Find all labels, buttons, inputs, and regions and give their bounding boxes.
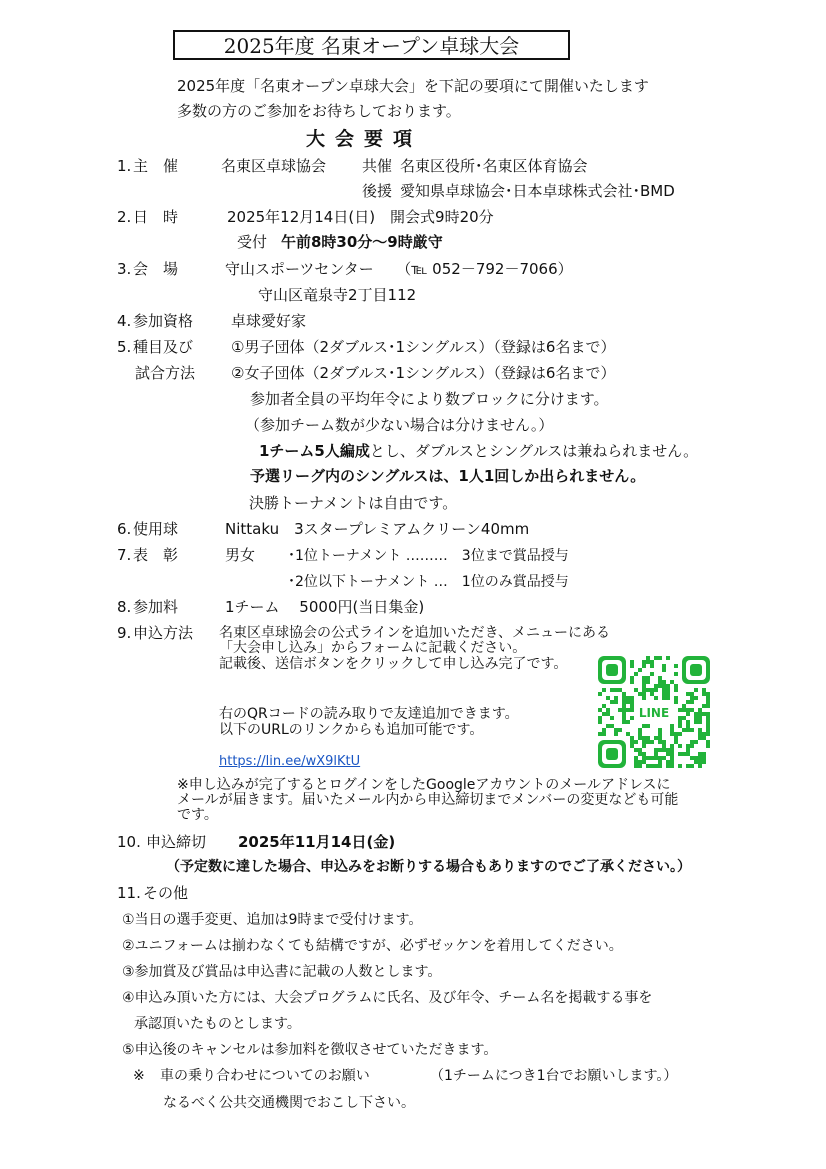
- item-5-label-2: 試合方法: [135, 364, 196, 382]
- other-4b: 承認頂いたものとします。: [134, 1016, 301, 1032]
- item-9-num: 9.: [117, 624, 132, 642]
- line-url-link[interactable]: https://lin.ee/wX9lKtU: [219, 754, 361, 769]
- title-box: [173, 30, 570, 60]
- intro-line-1: 2025年度「名東オープン卓球大会」を下記の要項にて開催いたします: [177, 77, 649, 95]
- apply-note-2: メールが届きます。届いたメール内から申込締切までメンバーの変更なども可能: [177, 792, 679, 808]
- apply-line-4: 右のQRコードの読み取りで友達追加できます。: [219, 706, 519, 722]
- venue-address: 守山区竜泉寺2丁目112: [258, 286, 417, 304]
- item-4-label: 参加資格: [133, 312, 194, 330]
- event-detail-4: 予選リーグ内のシングルスは、1人1回しか出られません。: [250, 467, 646, 485]
- item-11-num: 11.: [117, 884, 141, 902]
- ball-value: Nittaku 3スタープレミアムクリーン40mm: [225, 520, 530, 538]
- section-heading: 大会要項: [306, 128, 423, 150]
- item-1-label: 主 催: [133, 157, 179, 175]
- event-detail-3-rest: とし、ダブルスとシングルスは兼ねられません。: [369, 442, 699, 460]
- car-note-2: なるべく公共交通機関でおこし下さい。: [163, 1095, 415, 1111]
- item-11-label: その他: [143, 884, 189, 902]
- cohost-value: 名東区役所･名東区体育協会: [400, 157, 588, 175]
- line-qr-code-icon[interactable]: [598, 656, 710, 768]
- item-6-label: 使用球: [133, 520, 179, 538]
- car-note-detail: （1チームにつき1台でお願いします。）: [430, 1068, 678, 1084]
- item-5-num: 5.: [117, 338, 132, 356]
- other-4a: ④申込み頂いた方には、大会プログラムに氏名、及び年令、チーム名を掲載する事を: [122, 990, 653, 1006]
- item-3-num: 3.: [117, 260, 132, 278]
- other-3: ③参加賞及び賞品は申込書に記載の人数とします。: [122, 964, 442, 980]
- event-men: ①男子団体（2ダブルス･1シングルス）（登録は6名まで）: [231, 338, 616, 356]
- apply-note-3: です。: [177, 807, 218, 823]
- cohost-label: 共催: [362, 157, 393, 175]
- deadline-value: 2025年11月14日(金): [238, 833, 396, 851]
- event-detail-2: （参加チーム数が少ない場合は分けません。）: [245, 416, 554, 434]
- item-8-label: 参加料: [133, 598, 179, 616]
- car-note-title: 車の乗り合わせについてのお願い: [160, 1068, 370, 1084]
- item-6-num: 6.: [117, 520, 132, 538]
- car-mark: ※: [133, 1068, 145, 1084]
- eligibility-value: 卓球愛好家: [231, 312, 307, 330]
- event-detail-3-bold: 1チーム5人編成: [259, 442, 370, 460]
- page-title: 2025年度 名東オープン卓球大会: [223, 34, 520, 58]
- apply-note-1: ※申し込みが完了するとログインをしたGoogleアカウントのメールアドレスに: [177, 777, 671, 793]
- item-7-label: 表 彰: [133, 546, 179, 564]
- intro-line-2: 多数の方のご参加をお待ちしております。: [177, 102, 461, 120]
- item-9-label: 申込方法: [133, 624, 194, 642]
- item-10-label: 申込締切: [146, 833, 207, 851]
- qr-line-label: LINE: [638, 706, 670, 720]
- deadline-note: （予定数に達した場合、申込みをお断りする場合もありますのでご了承ください。）: [166, 859, 691, 875]
- event-detail-1: 参加者全員の平均年令により数ブロックに分けます。: [250, 390, 609, 408]
- item-10-num: 10.: [117, 833, 141, 851]
- apply-line-2: 「大会申し込み」からフォームに記載ください。: [219, 640, 527, 656]
- support-label: 後援: [362, 182, 393, 200]
- item-4-num: 4.: [117, 312, 132, 330]
- reception-label: 受付: [237, 233, 268, 251]
- support-value: 愛知県卓球協会･日本卓球株式会社･BMD: [400, 182, 675, 200]
- fee-value: 1チーム 5000円(当日集金): [225, 598, 425, 616]
- organizer-value: 名東区卓球協会: [221, 157, 327, 175]
- item-8-num: 8.: [117, 598, 132, 616]
- date-value: 2025年12月14日(日) 開会式9時20分: [227, 208, 494, 226]
- apply-line-3: 記載後、送信ボタンをクリックして申し込み完了です。: [219, 656, 568, 672]
- venue-value: 守山スポーツセンター （℡ 052－792－7066）: [225, 260, 573, 278]
- item-2-label: 日 時: [133, 208, 179, 226]
- item-2-num: 2.: [117, 208, 132, 226]
- award-1: ･1位トーナメント ……… 3位まで賞品授与: [288, 548, 569, 564]
- item-5-label-1: 種目及び: [133, 338, 194, 356]
- event-detail-5: 決勝トーナメントは自由です。: [249, 494, 458, 512]
- reception-value: 午前8時30分～9時厳守: [281, 233, 443, 251]
- other-2: ②ユニフォームは揃わなくても結構ですが、必ずゼッケンを着用してください。: [122, 938, 623, 954]
- award-2: ･2位以下トーナメント … 1位のみ賞品授与: [288, 574, 569, 590]
- item-3-label: 会 場: [133, 260, 179, 278]
- event-women: ②女子団体（2ダブルス･1シングルス）（登録は6名まで）: [231, 364, 616, 382]
- apply-line-5: 以下のURLのリンクからも追加可能です。: [219, 722, 484, 738]
- apply-line-1: 名東区卓球協会の公式ラインを追加いただき、メニューにある: [219, 625, 611, 641]
- item-1-num: 1.: [117, 157, 132, 175]
- other-5: ⑤申込後のキャンセルは参加料を徴収させていただきます。: [122, 1042, 498, 1058]
- item-7-num: 7.: [117, 546, 132, 564]
- other-1: ①当日の選手変更、追加は9時まで受付けます。: [122, 912, 423, 928]
- awards-category: 男女: [225, 546, 256, 564]
- event-detail-3: [259, 442, 698, 460]
